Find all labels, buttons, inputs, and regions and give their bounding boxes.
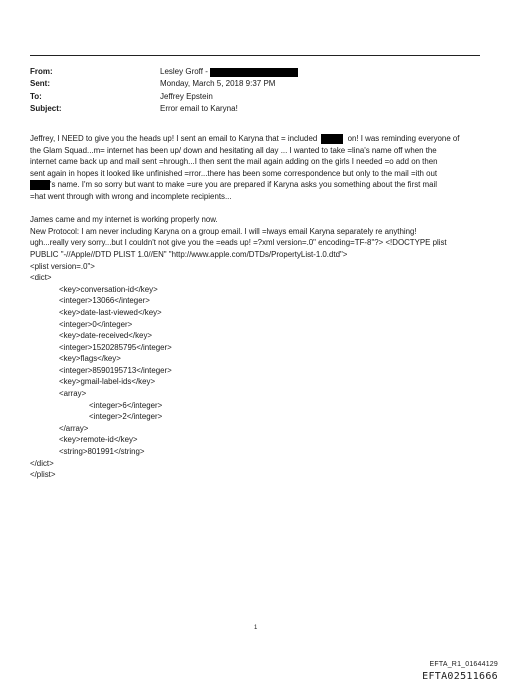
redaction-box: [321, 134, 343, 144]
efta-id-large: EFTA02511666: [422, 671, 498, 682]
page-number: 1: [254, 625, 258, 631]
redaction-box: [210, 68, 298, 77]
body-line: 's name. I'm so sorry but want to make =ure you are prepared if Karyna asks you something about the first mail: [30, 179, 492, 191]
plist-line: <key>date-last-viewed</key>: [59, 307, 162, 317]
plist-line: <key>flags</key>: [59, 354, 121, 364]
plist-line: <integer>2</integer>: [89, 412, 163, 422]
sent-row: [30, 78, 490, 90]
plist-line: <dict>: [30, 273, 52, 283]
email-body: [30, 133, 492, 481]
plist-line: <key>conversation-id</key>: [59, 284, 158, 294]
subject-label: Subject:: [30, 104, 62, 114]
plist-line: <key>gmail-label-ids</key>: [59, 377, 156, 387]
to-value: Jeffrey Epstein: [160, 91, 213, 101]
body-line: internet came back up and mail sent =hrough...I then sent the mail again adding on the girls I needed =o add on then: [30, 157, 438, 167]
plist-line: <key>remote-id</key>: [59, 435, 138, 445]
plist-line: </plist>: [30, 470, 56, 480]
from-value: Lesley Groff -: [160, 67, 208, 76]
body-line: New Protocol: I am never including Karyna on a group email. I will =lways email Karyna separately re anything!: [30, 226, 417, 236]
plist-line: </dict>: [30, 458, 54, 468]
plist-line: </array>: [59, 423, 89, 433]
plist-line: <integer>6</integer>: [89, 400, 163, 410]
from-row: [30, 66, 490, 78]
to-label: To:: [30, 91, 42, 101]
body-line: James came and my internet is working properly now.: [30, 215, 218, 225]
from-label: From:: [30, 67, 53, 76]
plist-line: <integer>1520285795</integer>: [59, 342, 172, 352]
sent-value: Monday, March 5, 2018 9:37 PM: [160, 79, 276, 89]
body-line: =hat went through with wrong and incomplete recipients...: [30, 191, 232, 201]
email-header: [30, 66, 490, 116]
body-line: PUBLIC "-//Apple//DTD PLIST 1.0//EN" "http://www.apple.com/DTDs/PropertyList-1.0.dtd">: [30, 249, 348, 259]
body-line: Jeffrey, I NEED to give you the heads up! I sent an email to Karyna that = included on! I was reminding everyone of: [30, 134, 460, 143]
plist-line: <plist version=.0">: [30, 261, 95, 271]
sent-label: Sent:: [30, 79, 50, 89]
redaction-box: [30, 180, 50, 190]
subject-value: Error email to Karyna!: [160, 104, 238, 114]
header-rule: [30, 55, 480, 56]
plist-line: <key>date-received</key>: [59, 331, 152, 341]
body-line: the Glam Squad...m= internet has been up/ down and hesitating all day ... I wanted to take =lina's name off when the: [30, 145, 437, 155]
body-line: sent again in hopes it looked like unfinished =rror...there has been some correspondence but only to the mail =ith out: [30, 168, 438, 178]
plist-line: <integer>8590195713</integer>: [59, 365, 172, 375]
subject-row: [30, 103, 490, 115]
body-line: ugh...really very sorry...but I couldn't not give you the =eads up! =?xml version=.0" encoding=TF-8"?> <!DOCTYPE plist: [30, 238, 447, 248]
plist-line: <integer>0</integer>: [59, 319, 133, 329]
plist-line: <integer>13066</integer>: [59, 296, 150, 306]
efta-id-small: EFTA_R1_01644129: [429, 661, 498, 668]
plist-line: <array>: [59, 389, 87, 399]
to-row: [30, 91, 490, 103]
plist-line: <string>801991</string>: [59, 447, 145, 457]
